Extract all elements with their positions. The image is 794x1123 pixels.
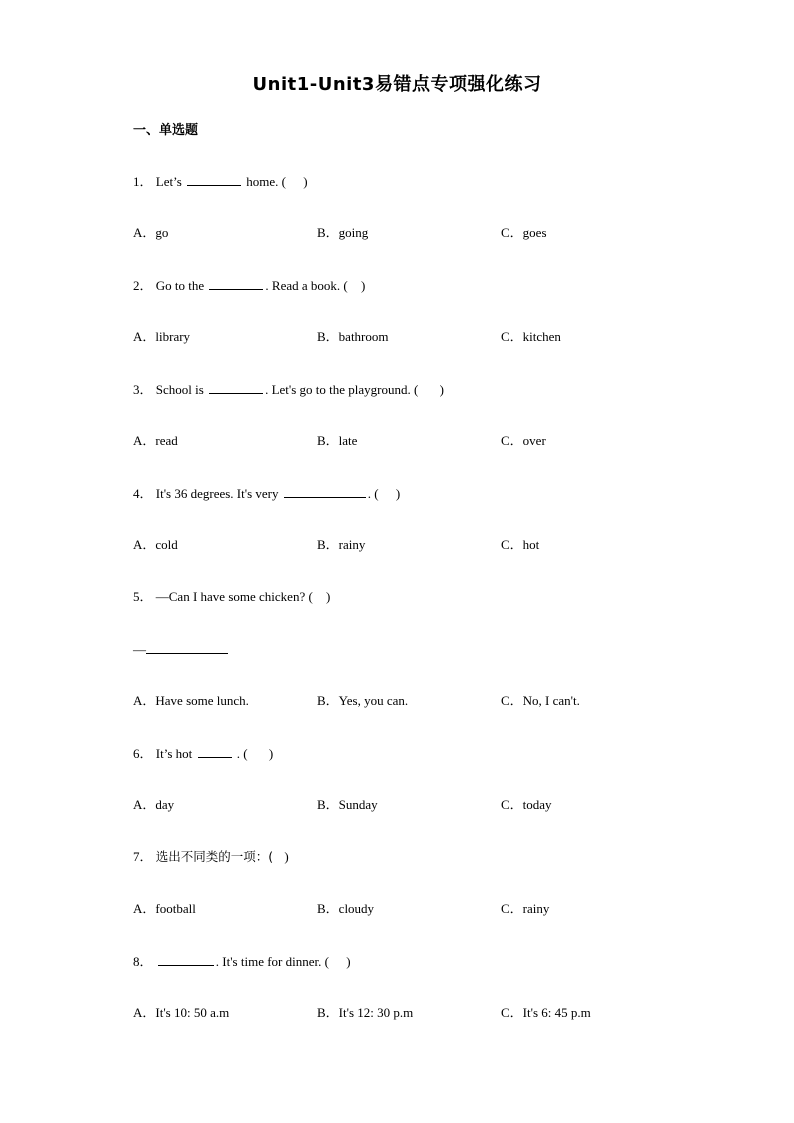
question-text: Go to the — [155, 278, 205, 293]
question-number: 5． — [133, 589, 153, 604]
option-b[interactable]: B．Sunday — [317, 797, 378, 812]
question-text: . Read a book. ( — [265, 278, 348, 293]
answer-paren-close: ) — [360, 278, 366, 293]
option-a[interactable]: A．cold — [133, 537, 178, 552]
answer-blank[interactable] — [198, 744, 232, 758]
option-a[interactable]: A．football — [133, 901, 196, 916]
question-4-options — [133, 536, 693, 554]
option-a[interactable]: A．go — [133, 225, 169, 240]
answer-paren-close: ) — [346, 954, 351, 969]
option-c[interactable]: C．today — [501, 797, 552, 812]
option-c[interactable]: C．hot — [501, 537, 540, 552]
question-text: It’s hot — [155, 746, 193, 761]
question-7 — [133, 848, 289, 866]
answer-blank[interactable] — [209, 380, 263, 394]
answer-paren-close: ) — [439, 382, 444, 397]
question-text: . Let's go to the playground. ( — [265, 382, 419, 397]
answer-paren-close: ) — [284, 849, 289, 864]
option-a[interactable]: A．read — [133, 433, 178, 448]
question-4 — [133, 484, 400, 502]
question-text: . It's time for dinner. ( — [215, 954, 329, 969]
question-number: 8． — [133, 954, 153, 969]
question-6 — [133, 744, 273, 762]
answer-blank[interactable] — [209, 276, 263, 290]
option-c[interactable]: C．No, I can't. — [501, 693, 580, 708]
option-b[interactable]: B．cloudy — [317, 901, 375, 916]
option-c[interactable]: C．over — [501, 433, 546, 448]
question-number: 1． — [133, 174, 153, 189]
option-c[interactable]: C．kitchen — [501, 329, 561, 344]
answer-paren-close: ) — [395, 486, 401, 501]
option-b[interactable]: B．going — [317, 225, 369, 240]
question-text: School is — [155, 382, 204, 397]
section-heading: 一、单选题 — [133, 123, 199, 138]
question-5 — [133, 588, 330, 606]
question-8-options — [133, 1004, 693, 1022]
option-a[interactable]: A．day — [133, 797, 175, 812]
answer-paren-close: ) — [326, 589, 331, 604]
question-text: home. ( — [246, 174, 286, 189]
answer-dash: — — [133, 642, 146, 657]
answer-blank[interactable] — [284, 484, 366, 498]
option-a[interactable]: A．It's 10: 50 a.m — [133, 1005, 230, 1020]
question-5-options — [133, 692, 693, 710]
question-number: 4． — [133, 486, 153, 501]
question-text: . ( — [367, 486, 379, 501]
option-c[interactable]: C．It's 6: 45 p.m — [501, 1005, 591, 1020]
option-c[interactable]: C．rainy — [501, 901, 550, 916]
option-b[interactable]: B．bathroom — [317, 329, 389, 344]
question-text: . ( — [236, 746, 248, 761]
question-text: 选出不同类的一项：( — [155, 849, 274, 864]
answer-blank[interactable] — [187, 172, 241, 186]
question-8 — [133, 952, 351, 970]
question-6-options — [133, 796, 693, 814]
question-1 — [133, 172, 308, 190]
question-number: 6． — [133, 746, 153, 761]
page-title: Unit1-Unit3易错点专项强化练习 — [252, 74, 542, 95]
option-b[interactable]: B．late — [317, 433, 358, 448]
answer-blank[interactable] — [158, 952, 214, 966]
question-number: 3． — [133, 382, 153, 397]
question-7-options — [133, 900, 693, 918]
question-2 — [133, 276, 365, 294]
option-a[interactable]: A．Have some lunch. — [133, 693, 249, 708]
question-3-options — [133, 432, 693, 450]
option-c[interactable]: C．goes — [501, 225, 547, 240]
option-b[interactable]: B．rainy — [317, 537, 366, 552]
question-3 — [133, 380, 444, 398]
question-text: —Can I have some chicken? ( — [155, 589, 313, 604]
question-1-options — [133, 224, 693, 242]
option-b[interactable]: B．Yes, you can. — [317, 693, 409, 708]
question-text: Let’s — [155, 174, 182, 189]
option-a[interactable]: A．library — [133, 329, 191, 344]
question-5-answer-line — [133, 640, 230, 658]
question-number: 7． — [133, 849, 153, 864]
question-2-options — [133, 328, 693, 346]
answer-blank[interactable] — [146, 640, 228, 654]
answer-paren-close: ) — [303, 174, 308, 189]
option-b[interactable]: B．It's 12: 30 p.m — [317, 1005, 414, 1020]
question-number: 2． — [133, 278, 153, 293]
question-text: It's 36 degrees. It's very — [155, 486, 279, 501]
answer-paren-close: ) — [268, 746, 274, 761]
